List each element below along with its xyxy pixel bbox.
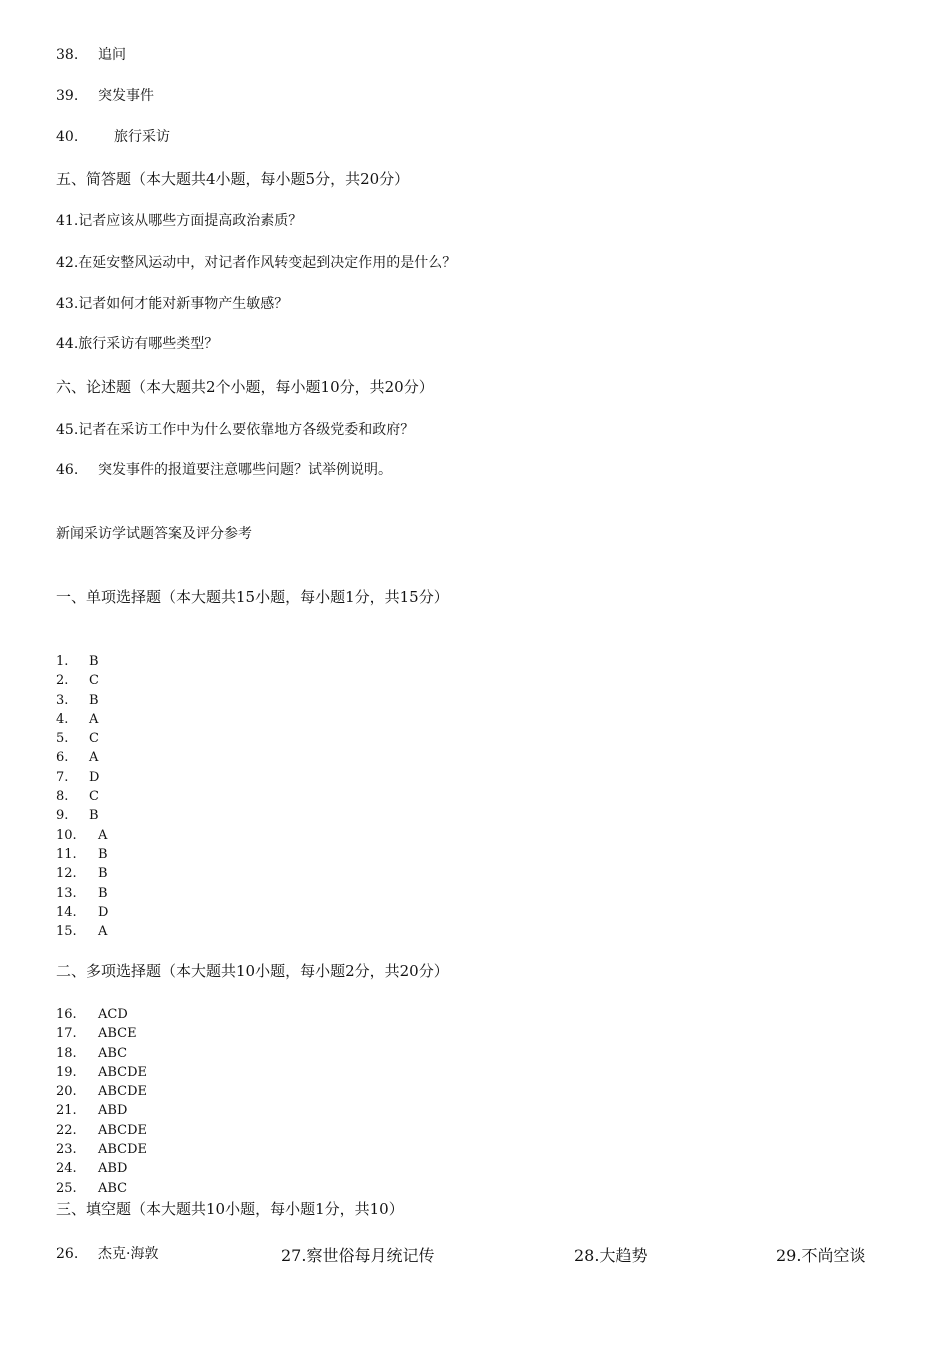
answer-value: 大趋势 xyxy=(599,1246,648,1265)
answers-title: 新闻采访学试题答案及评分参考 xyxy=(56,526,252,542)
answer-value: 不尚空谈 xyxy=(801,1246,866,1265)
question-number: 38. xyxy=(56,47,79,63)
question-44: 44.旅行采访有哪些类型？ xyxy=(56,336,219,352)
part1-heading: 一、单项选择题（本大题共15小题，每小题1分，共15分） xyxy=(56,588,449,606)
question-46 xyxy=(56,461,392,479)
answer-number: 12. xyxy=(56,866,77,882)
answer-row xyxy=(56,1179,147,1198)
answer-number: 28. xyxy=(574,1246,600,1265)
fill-answer-29 xyxy=(776,1243,865,1266)
question-number: 46. xyxy=(56,462,79,478)
answer-value: D xyxy=(98,904,109,920)
answer-value: ABC xyxy=(98,1180,128,1196)
section6-heading: 六、论述题（本大题共2个小题，每小题10分，共20分） xyxy=(56,378,434,396)
answer-number: 15. xyxy=(56,924,77,940)
answer-value: 杰克·海敦 xyxy=(98,1246,159,1262)
answer-row xyxy=(56,710,108,729)
answer-number: 13. xyxy=(56,885,77,901)
answer-row xyxy=(56,826,108,845)
section5-heading: 五、简答题（本大题共4小题，每小题5分，共20分） xyxy=(56,170,410,188)
answer-row xyxy=(56,922,108,941)
answer-row xyxy=(56,1082,147,1101)
answer-row xyxy=(56,748,108,767)
question-number: 40. xyxy=(56,129,79,145)
answer-value: B xyxy=(89,808,99,824)
answer-number: 29. xyxy=(776,1246,802,1265)
answer-number: 10. xyxy=(56,827,77,843)
answer-number: 25. xyxy=(56,1180,77,1196)
question-38 xyxy=(56,46,126,64)
fill-answer-26 xyxy=(56,1243,158,1263)
answer-number: 6. xyxy=(56,750,69,766)
answer-row xyxy=(56,806,108,825)
answer-value: ABCDE xyxy=(98,1064,148,1080)
answer-row xyxy=(56,884,108,903)
answer-number: 4. xyxy=(56,711,69,727)
answer-number: 19. xyxy=(56,1064,77,1080)
answer-row xyxy=(56,1140,147,1159)
answer-row xyxy=(56,845,108,864)
answer-value: ABC xyxy=(98,1045,128,1061)
answer-number: 3. xyxy=(56,692,69,708)
answer-number: 7. xyxy=(56,769,69,785)
answer-row xyxy=(56,903,108,922)
answer-value: B xyxy=(89,692,99,708)
answer-number: 18. xyxy=(56,1045,77,1061)
answer-row xyxy=(56,864,108,883)
answer-value: B xyxy=(98,885,108,901)
question-42: 42.在延安整风运动中，对记者作风转变起到决定作用的是什么？ xyxy=(56,255,457,271)
answer-number: 9. xyxy=(56,808,69,824)
answer-value: ABD xyxy=(98,1103,128,1119)
part2-answer-list xyxy=(56,1005,147,1198)
answer-row xyxy=(56,1063,147,1082)
answer-row xyxy=(56,1159,147,1178)
answer-value: C xyxy=(89,789,99,805)
question-text: 突发事件的报道要注意哪些问题？试举例说明。 xyxy=(98,462,392,478)
answer-row xyxy=(56,729,108,748)
answer-value: B xyxy=(98,866,108,882)
answer-value: D xyxy=(89,769,100,785)
answer-number: 11. xyxy=(56,846,77,862)
answer-value: A xyxy=(89,711,99,727)
answer-value: ABCDE xyxy=(98,1142,148,1158)
question-41: 41.记者应该从哪些方面提高政治素质？ xyxy=(56,213,303,229)
answer-row xyxy=(56,1005,147,1024)
answer-row xyxy=(56,768,108,787)
answer-row xyxy=(56,691,108,710)
part1-answer-list xyxy=(56,652,108,941)
question-text: 旅行采访 xyxy=(114,129,170,145)
answer-row xyxy=(56,652,108,671)
answer-value: ACD xyxy=(98,1007,128,1022)
question-number: 45. xyxy=(56,422,79,438)
answer-value: ABCDE xyxy=(98,1084,148,1100)
question-39 xyxy=(56,87,154,105)
question-number: 39. xyxy=(56,88,79,104)
fill-answer-28 xyxy=(574,1243,647,1266)
answer-number: 14. xyxy=(56,904,77,920)
answer-number: 17. xyxy=(56,1026,77,1042)
answer-number: 24. xyxy=(56,1161,77,1177)
answer-value: 察世俗每月统记传 xyxy=(306,1246,435,1265)
answer-value: B xyxy=(98,846,108,862)
answer-value: A xyxy=(98,924,108,940)
answer-number: 8. xyxy=(56,789,69,805)
answer-row xyxy=(56,1024,147,1043)
answer-value: A xyxy=(98,827,108,843)
answer-number: 16. xyxy=(56,1007,77,1022)
answer-number: 2. xyxy=(56,673,69,689)
answer-row xyxy=(56,1121,147,1140)
answer-value: C xyxy=(89,731,99,747)
answer-value: ABCE xyxy=(98,1026,137,1042)
part3-heading: 三、填空题（本大题共10小题，每小题1分，共10） xyxy=(56,1200,404,1218)
question-45 xyxy=(56,421,414,439)
answer-number: 26. xyxy=(56,1246,79,1262)
answer-number: 20. xyxy=(56,1084,77,1100)
answer-row xyxy=(56,671,108,690)
part3-answer-row xyxy=(56,1243,936,1265)
answer-row xyxy=(56,1101,147,1120)
answer-number: 27. xyxy=(281,1246,307,1265)
answer-value: B xyxy=(89,654,99,669)
answer-number: 5. xyxy=(56,731,69,747)
question-text: 追问 xyxy=(98,47,126,63)
fill-answer-27 xyxy=(281,1243,434,1266)
answer-number: 21. xyxy=(56,1103,77,1119)
answer-value: ABCDE xyxy=(98,1122,148,1138)
answer-value: ABD xyxy=(98,1161,128,1177)
answer-number: 22. xyxy=(56,1122,77,1138)
answer-number: 1. xyxy=(56,654,69,669)
question-40 xyxy=(56,128,170,146)
question-text: 记者在采访工作中为什么要依靠地方各级党委和政府？ xyxy=(78,422,415,438)
answer-number: 23. xyxy=(56,1142,77,1158)
question-text: 突发事件 xyxy=(98,88,154,104)
answer-row xyxy=(56,787,108,806)
question-43: 43.记者如何才能对新事物产生敏感？ xyxy=(56,296,289,312)
answer-row xyxy=(56,1044,147,1063)
part2-heading: 二、多项选择题（本大题共10小题，每小题2分，共20分） xyxy=(56,962,449,980)
answer-value: C xyxy=(89,673,99,689)
answer-value: A xyxy=(89,750,99,766)
